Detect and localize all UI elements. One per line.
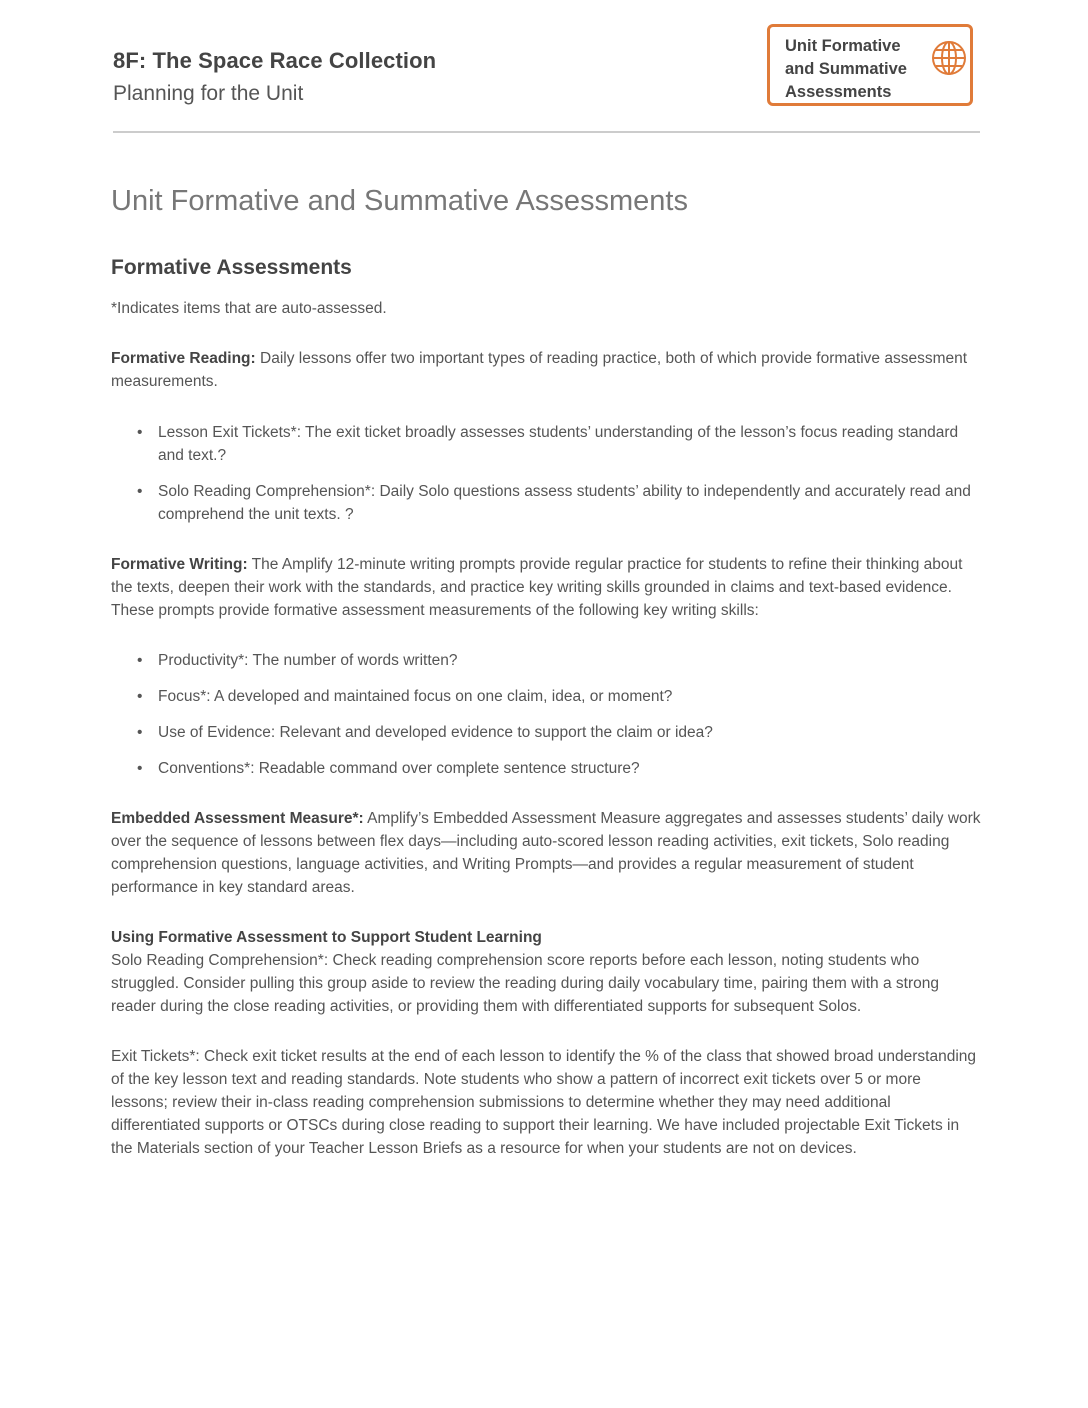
auto-assessed-note: *Indicates items that are auto-assessed. <box>111 300 387 317</box>
exit-tickets-paragraph: Exit Tickets*: Check exit ticket results at the end of each lesson to identify the % of the class that showed broad understanding of the key lesson text and reading standards. Note students who show a pattern of incorrect exit tickets over 5 or more lessons; review their in-class reading comprehension submissions to determine whether they may need additional differentiated supports or OTSCs during close reading to support their learning. We have included projectable Exit Tickets in the Materials section of your Teacher Lesson Briefs as a resource for when your students are not on devices. <box>111 1048 977 1157</box>
using-formative-section <box>111 926 981 1018</box>
formative-writing-paragraph <box>111 553 981 622</box>
formative-reading-paragraph <box>111 347 981 393</box>
list-item: • Use of Evidence: Relevant and developed evidence to support the claim or idea? <box>137 724 713 741</box>
embedded-assessment-text: Amplify’s Embedded Assessment Measure aggregates and assesses students’ daily work over the sequence of lessons between flex days—including auto-scored lesson reading activities, exit tickets, Solo reading comprehension questions, language activities, and Writing Prompts—and provides a regular measurement of student performance in key standard areas. <box>111 810 981 896</box>
list-item: • Productivity*: The number of words written? <box>137 652 458 669</box>
solo-reading-text: Solo Reading Comprehension*: Check reading comprehension score reports before each lesson, noting students who struggled. Consider pulling this group aside to review the reading during daily vocabulary time, pairing them with a strong reader during the close reading activities, or providing them with differentiated supports for subsequent Solos. <box>111 952 939 1015</box>
embedded-assessment-label: Embedded Assessment Measure*: <box>111 810 364 827</box>
formative-reading-text: Daily lessons offer two important types of reading practice, both of which provide formative assessment measurements. <box>111 350 968 390</box>
list-item-text: Conventions*: Readable command over complete sentence structure? <box>158 760 640 777</box>
list-item: • Conventions*: Readable command over complete sentence structure? <box>137 760 640 777</box>
list-item: • Focus*: A developed and maintained focus on one claim, idea, or moment? <box>137 688 673 705</box>
list-item: • Lesson Exit Tickets*: The exit ticket broadly assesses students’ understanding of the lesson’s focus reading standard and text.? <box>137 424 959 464</box>
collection-title: 8F: The Space Race Collection <box>113 48 437 73</box>
list-item-text: Productivity*: The number of words written? <box>158 652 458 669</box>
page-subtitle: Planning for the Unit <box>113 82 304 105</box>
list-item: • Solo Reading Comprehension*: Daily Solo questions assess students’ ability to independently and accurately read and comprehend the unit texts. ? <box>137 483 971 523</box>
formative-writing-text: The Amplify 12-minute writing prompts provide regular practice for students to refine their thinking about the texts, deepen their work with the standards, and practice key writing skills grounded in claims and text-based evidence. These prompts provide formative assessment measurements of the following key writing skills: <box>111 556 963 619</box>
using-formative-heading: Using Formative Assessment to Support Student Learning <box>111 929 542 946</box>
formative-writing-label: Formative Writing: <box>111 556 248 573</box>
page-title: Unit Formative and Summative Assessments <box>111 185 688 217</box>
embedded-assessment-paragraph <box>111 807 981 899</box>
list-item-text: Lesson Exit Tickets*: The exit ticket broadly assesses students’ understanding of the lesson’s focus reading standard and text.? <box>158 424 959 464</box>
section-badge-label: Unit Formative and Summative Assessments <box>785 37 907 101</box>
section-badge <box>767 24 973 106</box>
globe-icon <box>930 39 968 77</box>
writing-items-list <box>111 649 981 780</box>
list-item-text: Focus*: A developed and maintained focus on one claim, idea, or moment? <box>158 688 673 705</box>
list-item-text: Solo Reading Comprehension*: Daily Solo questions assess students’ ability to independently and accurately read and comprehend the unit texts. ? <box>158 483 971 523</box>
section-heading-formative: Formative Assessments <box>111 256 352 279</box>
list-item-text: Use of Evidence: Relevant and developed evidence to support the claim or idea? <box>158 724 713 741</box>
formative-reading-label: Formative Reading: <box>111 350 256 367</box>
header-divider <box>113 131 980 133</box>
reading-items-list <box>111 421 981 526</box>
